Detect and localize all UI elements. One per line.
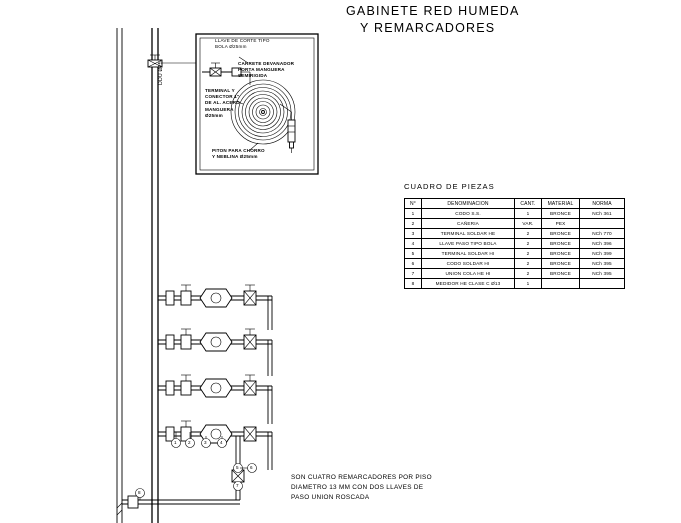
pitton-label: PITON PARA CHORRO Y NEBLINA Ø25mm	[212, 148, 265, 160]
cell-numero: 5	[405, 249, 422, 259]
cell-numero: 3	[405, 229, 422, 239]
riser-pipe-label: DDU Ø25	[158, 61, 164, 85]
cell-numero: 1	[405, 209, 422, 219]
note-line-3: PASO UNION ROSCADA	[291, 493, 370, 501]
cell-norma: NCh 396	[580, 239, 625, 249]
terminal-label: TERMINAL Y CONECTOR 1" DE AL. ACERO MANGUERA Ø25mm	[205, 88, 240, 118]
cell-norma	[580, 219, 625, 229]
table-row	[405, 239, 625, 249]
cell-denominacion: CAÑERIA	[422, 219, 515, 229]
table-row	[405, 249, 625, 259]
th-material: MATERIAL	[542, 199, 580, 209]
cell-numero: 6	[405, 259, 422, 269]
cell-denominacion: CODO S.S.	[422, 209, 515, 219]
cell-cantidad: 2	[515, 259, 542, 269]
callout-7: 7	[236, 483, 239, 488]
cell-material: BRONCE	[542, 229, 580, 239]
cell-denominacion: TERMINAL SOLDAR HE	[422, 229, 515, 239]
table-header-row	[405, 199, 625, 209]
table-row	[405, 219, 625, 229]
cell-norma	[580, 279, 625, 289]
cell-material: PEX	[542, 219, 580, 229]
callout-5: 5	[236, 465, 239, 470]
cell-cantidad: 2	[515, 239, 542, 249]
cell-numero: 4	[405, 239, 422, 249]
cell-material: BRONCE	[542, 209, 580, 219]
table-row	[405, 209, 625, 219]
manifold-floor-2	[158, 329, 272, 376]
cell-numero: 8	[405, 279, 422, 289]
cell-material: BRONCE	[542, 249, 580, 259]
note-line-1: SON CUATRO REMARCADORES POR PISO	[291, 474, 432, 481]
cell-material: BRONCE	[542, 259, 580, 269]
callout-8: 8	[138, 490, 141, 495]
cell-numero: 2	[405, 219, 422, 229]
manifold-floor-1	[158, 285, 272, 330]
cell-numero: 7	[405, 269, 422, 279]
note-line-2: DIAMETRO 13 MM CON DOS LLAVES DE	[291, 483, 424, 491]
cell-cantidad: 2	[515, 229, 542, 239]
callout-2: 2	[188, 440, 191, 445]
table-row	[405, 269, 625, 279]
manifold-floor-3	[158, 375, 272, 424]
drawing-notes	[291, 473, 432, 503]
callout-6: 6	[250, 465, 253, 470]
table-row	[405, 259, 625, 269]
th-norma: NORMA	[580, 199, 625, 209]
cell-denominacion: MEDIDOR HE CLASE C Ø13	[422, 279, 515, 289]
callout-1: 1	[174, 440, 177, 445]
cell-denominacion: CODO SOLDAR HI	[422, 259, 515, 269]
cell-material: BRONCE	[542, 239, 580, 249]
th-numero: N°	[405, 199, 422, 209]
table-row	[405, 229, 625, 239]
cell-norma: NCh 770	[580, 229, 625, 239]
cell-material	[542, 279, 580, 289]
parts-table	[404, 198, 625, 289]
cell-cantidad: 1	[515, 279, 542, 289]
table-row	[405, 279, 625, 289]
callout-3: 3	[204, 440, 207, 445]
cell-denominacion: UNION COLA HE HI	[422, 269, 515, 279]
page-title-line1: GABINETE RED HUMEDA	[346, 4, 520, 18]
cell-material: BRONCE	[542, 269, 580, 279]
th-denominacion: DENOMINACION	[422, 199, 515, 209]
parts-table-wrap	[404, 198, 625, 289]
cell-denominacion: TERMINAL SOLDAR HI	[422, 249, 515, 259]
cell-cantidad: 2	[515, 249, 542, 259]
cell-cantidad: 1	[515, 209, 542, 219]
page-title-line2: Y REMARCADORES	[360, 21, 496, 35]
reel-label: CARRETE DEVANADOR PORTA MANGUERA SEMIRIGIDA	[238, 61, 295, 79]
th-cantidad: CANT.	[515, 199, 542, 209]
cell-norma: NCh 361	[580, 209, 625, 219]
cell-denominacion: LLAVE PASO TIPO BOLA	[422, 239, 515, 249]
cell-norma: NCh 399	[580, 249, 625, 259]
cell-cantidad: VAR.	[515, 219, 542, 229]
valve-label: LLAVE DE CORTE TIPO BOLA Ø25mm	[215, 38, 270, 50]
callout-4: 4	[220, 440, 223, 445]
parts-table-title: CUADRO DE PIEZAS	[404, 182, 495, 191]
cell-cantidad: 2	[515, 269, 542, 279]
cell-norma: NCh 395	[580, 259, 625, 269]
cell-norma: NCh 395	[580, 269, 625, 279]
